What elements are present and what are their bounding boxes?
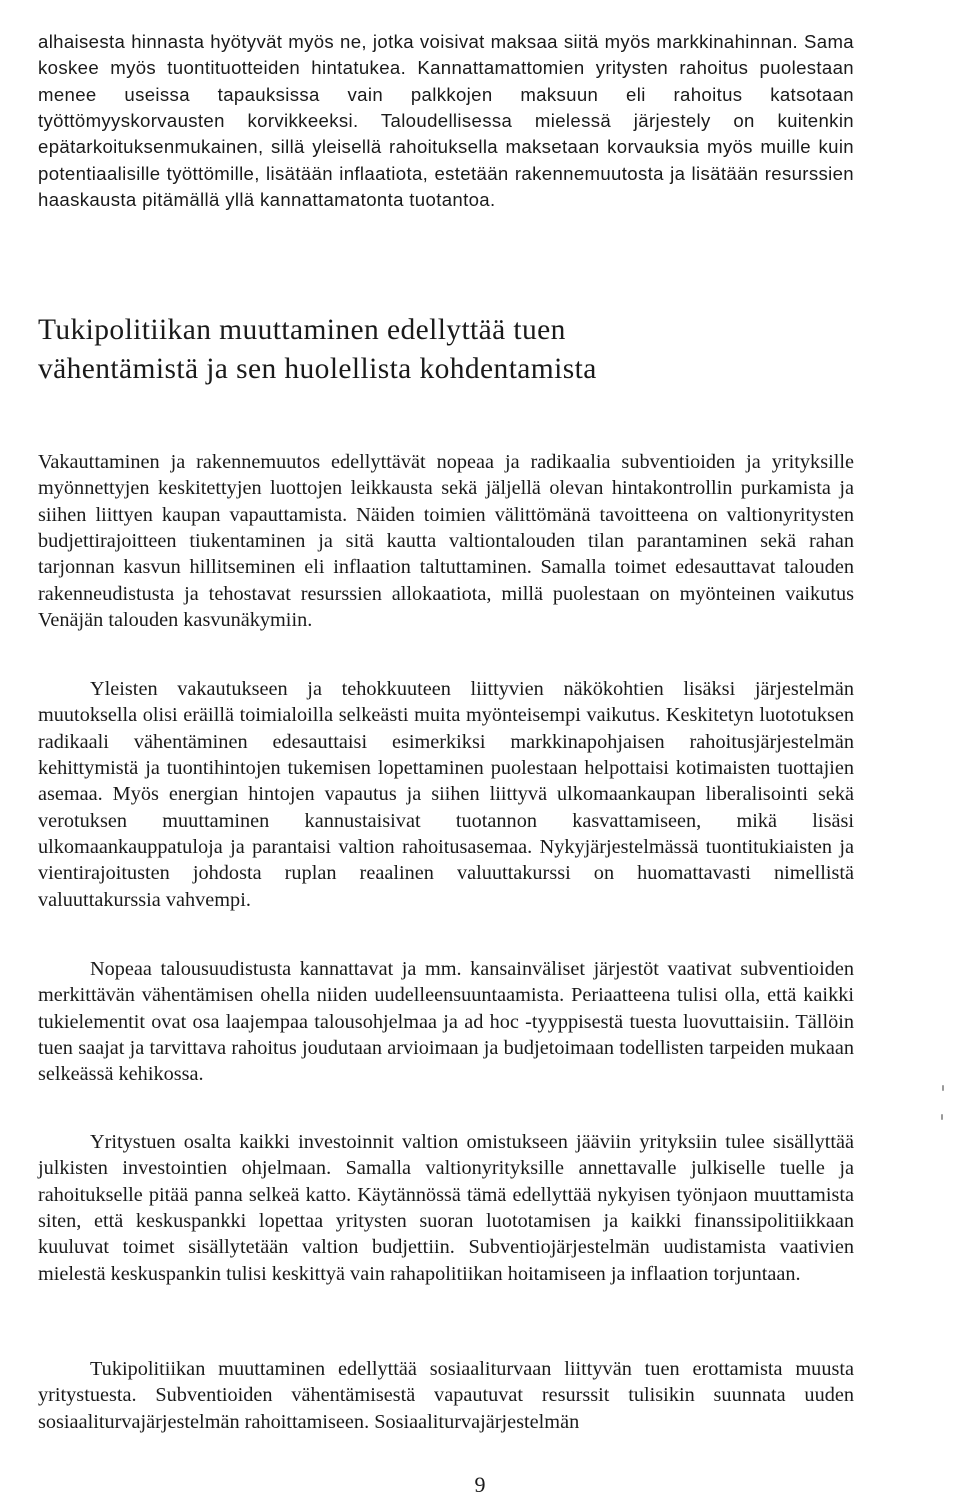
page-number: 9: [474, 1472, 486, 1497]
paragraph-intro-continuation: alhaisesta hinnasta hyötyvät myös ne, jotka voisivat maksaa siitä myös markkinahinnan. Sama koskee myös tuontituotteiden hintatukea. Kannattamattomien yritysten rahoitus puolestaan menee useissa tapauksissa vain palkkojen maksuun eli rahoitus katsotaan työttömyyskorvausten korvikkeeksi. Taloudellisessa mielessä järjestely on kuitenkin epätarkoituksenmukainen, sillä yleisellä rahoituksella maksetaan korvauksia myös muille kuin potentiaalisille työttömille, lisätään inflaatiota, estetään rakennemuutosta ja lisätään resurssien haaskausta pitämällä yllä kannattamatonta tuotantoa.: [38, 31, 854, 211]
paragraph-enterprise-support: Yritystuen osalta kaikki investoinnit valtion omistukseen jääviin yrityksiin tulee sisällyttää julkisten investointien ohjelmaan. Samalla valtionyrityksille annettavalle julkiselle tuelle ja rahoitukselle pitää panna selkeä katto. Käytännössä tämä edellyttää nykyisen työnjaon muuttamista siten, että keskuspankki lopettaa yritysten suoran luototamisen ja kaikki finanssipolitiikkaan kuuluvat toimet sisällytetään valtion budjettiin. Subventiojärjestelmän uudistamista vaativien mielestä keskuspankin tulisi keskittyä vain rahapolitiikan hoitamiseen ja inflaation torjuntaan.: [38, 1131, 854, 1285]
paragraph-rapid-reform: Nopeaa talousuudistusta kannattavat ja mm. kansainväliset järjestöt vaativat subventioiden merkittävän vähentämisen ohella niiden uudelleensuuntaamista. Periaatteena tulisi olla, että kaikki tukielementit ovat osa laajempaa talousohjelmaa ja ad hoc -tyyppisestä tuesta luovuttaisiin. Tällöin tuen saajat ja tarvittava rahoitus joudutaan arvioimaan ja budjetoimaan todellisten tarpeiden mukaan selkeässä kehikossa.: [38, 958, 854, 1086]
scan-speck: [941, 1114, 943, 1120]
paragraph-social-security: Tukipolitiikan muuttaminen edellyttää sosiaaliturvaan liittyvän tuen erottamista muusta yritystuesta. Subventioiden vähentämisestä vapautuvat resurssit tulisikin suunnata uuden sosiaaliturvajärjestelmän rahoittamiseen. Sosiaaliturvajärjestelmän: [38, 1358, 854, 1433]
paragraph-general-considerations: Yleisten vakautukseen ja tehokkuuteen liittyvien näkökohtien lisäksi järjestelmän muutoksella olisi eräillä toimialoilla selkeästi muita myönteisempi vaikutus. Keskitetyn luototuksen radikaali vähentäminen edesauttaisi esimerkiksi markkinapohjaisen rahoitusjärjestelmän kehittymistä ja tuontihintojen tukemisen lopettaminen puolestaan helpottaisi kotimaisten tuottajien asemaa. Myös energian hintojen vapautus ja siihen liittyvä ulkomaankaupan liberalisointi sekä verotuksen muuttaminen kannustaisivat tuotannon kasvattamiseen, mikä lisäsi ulkomaankauppatuloja ja parantaisi valtion rahoitusasemaa. Nykyjärjestelmässä tuontitukiaisten ja vientirajoitusten johdosta ruplan reaalinen valuuttakurssi on huomattavasti nimellistä valuuttakurssia vahvempi.: [38, 678, 854, 911]
scan-speck: [942, 1085, 944, 1091]
section-heading-line-1: Tukipolitiikan muuttaminen edellyttää tuen: [38, 314, 566, 346]
section-heading: [38, 311, 818, 389]
paragraph-stabilization: Vakauttaminen ja rakennemuutos edellyttävät nopeaa ja radikaalia subventioiden ja yrityksille myönnettyjen keskitettyjen luottojen leikkausta sekä jäljellä olevan hintakontrollin purkamista ja siihen liittyen kaupan vapauttamista. Näiden toimien välittömänä tavoitteena on valtionyritysten budjettirajoitteen tiukentaminen ja sitä kautta valtiontalouden tilan parantaminen sekä rahan tarjonnan kasvun hillitseminen eli inflaation taltuttaminen. Samalla toimet edesauttavat talouden rakenneudistusta ja tehostavat resurssien allokaatiota, millä puolestaan on myönteinen vaikutus Venäjän talouden kasvunäkymiin.: [38, 451, 854, 632]
section-heading-line-2: vähentämistä ja sen huolellista kohdentamista: [38, 353, 597, 385]
